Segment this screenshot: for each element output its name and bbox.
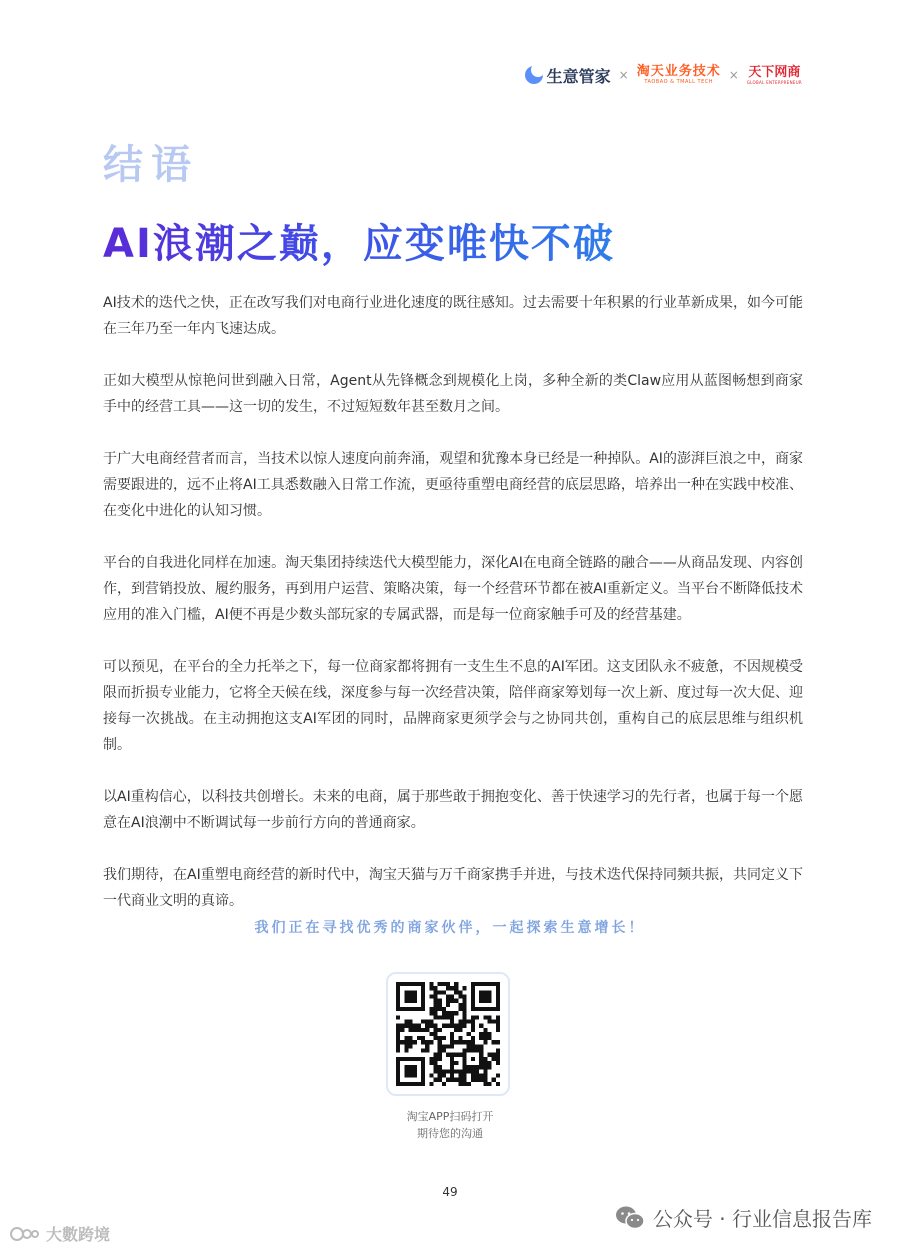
- watermark-left: [10, 1222, 110, 1245]
- page-number: 49: [442, 1185, 458, 1199]
- paragraph: 平台的自我进化同样在加速。淘天集团持续迭代大模型能力，深化AI在电商全链路的融合——从商品发现、内容创作，到营销投放、履约服务，再到用户运营、策略决策，每一个经营环节都在被AI重新定义。当平台不断降低技术应用的准入门槛，AI便不再是少数头部玩家的专属武器，而是每一位商家触手可及的经营基建。: [103, 555, 803, 623]
- shengyi-guanjia-text: 生意管家: [546, 66, 611, 86]
- paragraph: 正如大模型从惊艳问世到融入日常，Agent从先锋概念到规模化上岗，多种全新的类Claw应用从蓝图畅想到商家手中的经营工具——这一切的发生，不过短短数年甚至数月之间。: [103, 373, 803, 415]
- header-logos: [525, 62, 802, 88]
- moon-logo-icon: [525, 66, 543, 84]
- taotian-tech-en-text: TAOBAO & TMALL TECH: [644, 79, 713, 85]
- call-to-action: 我们正在寻找优秀的商家伙伴，一起探索生意增长！: [254, 920, 646, 936]
- qr-code-icon[interactable]: [396, 982, 500, 1086]
- watermark-right: [615, 1203, 872, 1232]
- wechat-icon: [615, 1205, 645, 1231]
- paragraph: 以AI重构信心，以科技共创增长。未来的电商，属于那些敢于拥抱变化、善于快速学习的先行者，也属于每一个愿意在AI浪潮中不断调试每一步前行方向的普通商家。: [103, 789, 803, 831]
- tianxia-wangshang-text: 天下网商: [748, 64, 801, 80]
- tianxia-wangshang-logo: [747, 66, 802, 85]
- paragraph: 于广大电商经营者而言，当技术以惊人速度向前奔涌，观望和犹豫本身已经是一种掉队。AI的澎湃巨浪之中，商家需要跟进的，远不止将AI工具悉数融入日常工作流，更亟待重塑电商经营的底层思路，培养出一种在实践中校准、在变化中进化的认知习惯。: [103, 451, 803, 519]
- section-label: 结语: [103, 142, 199, 188]
- body-text: [103, 290, 803, 940]
- watermark-left-text: 大數跨境: [46, 1225, 111, 1244]
- shengyi-guanjia-logo: [525, 64, 611, 87]
- taotian-tech-text: 淘天业务技术: [636, 64, 721, 79]
- paragraph: 可以预见，在平台的全力托举之下，每一位商家都将拥有一支生生不息的AI军团。这支团队永不疲惫，不因规模受限而折损专业能力，它将全天候在线，深度参与每一次经营决策，陪伴商家筹划每一次上新、度过每一次大促、迎接每一次挑战。在主动拥抱这支AI军团的同时，品牌商家更须学会与之协同共创，重构自己的底层思维与组织机制。: [103, 659, 803, 753]
- paragraph: AI技术的迭代之快，正在改写我们对电商行业进化速度的既往感知。过去需要十年积累的行业革新成果，如今可能在三年乃至一年内飞速达成。: [103, 295, 803, 337]
- paragraph: 我们期待，在AI重塑电商经营的新时代中，淘宝天猫与万千商家携手并进，与技术迭代保持同频共振，共同定义下一代商业文明的真谛。: [103, 867, 803, 909]
- qr-code-card[interactable]: [386, 972, 510, 1096]
- watermark-right-text: 公众号 · 行业信息报告库: [652, 1207, 872, 1231]
- dashu-logo-icon: [10, 1225, 40, 1243]
- logo-separator: ×: [728, 68, 739, 82]
- logo-separator: ×: [618, 68, 629, 82]
- taotian-tech-logo: [637, 65, 721, 85]
- tianxia-wangshang-en-text: GLOBAL ENTERPRENEUR: [746, 79, 802, 85]
- qr-caption: [0, 1108, 900, 1142]
- qr-caption-line: 淘宝APP扫码打开: [406, 1110, 494, 1123]
- page-headline: AI浪潮之巅，应变唯快不破: [103, 218, 615, 270]
- qr-caption-line: 期待您的沟通: [417, 1127, 483, 1140]
